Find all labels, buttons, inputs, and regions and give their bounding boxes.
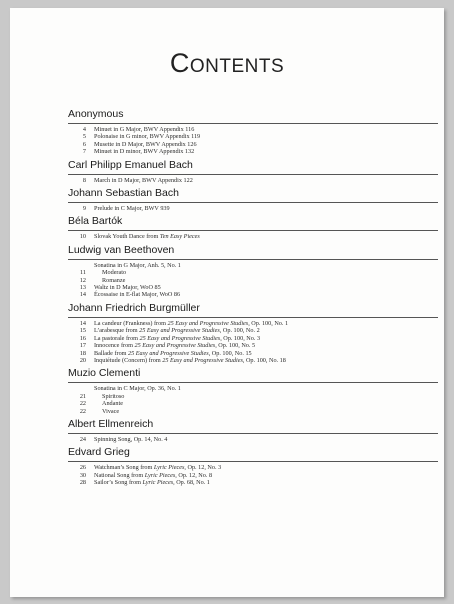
contents-entry: [68, 141, 438, 148]
piece-title-text: Inquiétude (Concern) from: [94, 356, 163, 364]
piece-title-text: Écossaise in E-flat Major, WoO 86: [94, 291, 181, 299]
contents-entry: [68, 472, 438, 479]
contents-entry: [68, 133, 438, 140]
piece-title: [94, 350, 252, 357]
opus-info: , Op. 100, No. 2: [219, 327, 260, 335]
collection-title: 25 Easy and Progressive Studies: [128, 349, 209, 357]
contents-entry: [68, 262, 438, 269]
piece-title: [94, 335, 260, 342]
composer-section: [68, 159, 438, 184]
piece-title: [94, 141, 197, 148]
piece-title-text: L’arabesque from: [94, 327, 140, 335]
contents-entry: [68, 385, 438, 392]
book-page: [10, 8, 444, 597]
contents-entry: [68, 320, 438, 327]
composer-section: [68, 108, 438, 156]
piece-title: [94, 464, 221, 471]
collection-title: 25 Easy and Progressive Studies: [134, 342, 216, 350]
composer-section: [68, 367, 438, 415]
contents-entry: [68, 205, 438, 212]
page-number: 6: [82, 140, 86, 148]
piece-title: [94, 177, 193, 184]
piece-title-text: Sonatina in G Major, Anh. 5, No. 1: [94, 261, 181, 269]
composer-section: [68, 244, 438, 299]
page-number: 8: [82, 176, 86, 184]
opus-info: , Op. 100, No. 5: [215, 342, 256, 350]
piece-title: [94, 269, 126, 276]
piece-title-text: March in D Major, BWV Appendix 122: [94, 176, 193, 184]
piece-title-text: Moderato: [102, 269, 127, 277]
piece-title: [94, 126, 194, 133]
contents-entry: [68, 393, 438, 400]
page-number: [68, 262, 86, 269]
page-number: 4: [82, 126, 86, 133]
piece-title: [94, 233, 200, 240]
collection-title: 25 Easy and Progressive Studies: [139, 334, 221, 342]
opus-info: , Op. 100, No. 3: [220, 334, 261, 342]
piece-title-text: Watchman’s Song from: [94, 464, 154, 472]
page-number: 24: [79, 435, 86, 443]
piece-title-text: Spiritoso: [102, 392, 125, 400]
page-number: 13: [79, 284, 86, 292]
piece-title: [94, 262, 181, 269]
contents-entry: [68, 436, 438, 443]
composer-heading: Ludwig van Beethoven: [68, 244, 438, 260]
piece-title-text: Slovak Youth Dance from: [94, 233, 160, 241]
opus-info: , Op. 100, No. 1: [248, 319, 289, 327]
piece-title: [94, 357, 286, 364]
page-number: 30: [79, 471, 86, 479]
page-number: 12: [79, 276, 86, 284]
collection-title: Ten Easy Pieces: [159, 233, 200, 241]
contents-entry: [68, 148, 438, 155]
contents-entry: [68, 291, 438, 298]
contents-entry: [68, 464, 438, 471]
composer-section: [68, 215, 438, 240]
piece-title: [94, 400, 123, 407]
piece-title: [94, 479, 210, 486]
contents-entry: [68, 327, 438, 334]
page-number: 26: [79, 464, 86, 472]
composer-heading: Albert Ellmenreich: [68, 418, 438, 434]
page-number: 16: [79, 334, 86, 342]
composer-heading: Muzio Clementi: [68, 367, 438, 383]
piece-title: [94, 327, 260, 334]
piece-title-text: Andante: [102, 400, 123, 408]
piece-title-text: National Song from: [94, 471, 145, 479]
contents-entry: [68, 277, 438, 284]
piece-title: [94, 408, 119, 415]
piece-title-text: Vivace: [102, 407, 120, 415]
contents-entry: [68, 408, 438, 415]
page-title: Contents: [169, 48, 285, 78]
page-number: 21: [79, 392, 86, 400]
page-number: 11: [80, 269, 86, 277]
piece-title: [94, 472, 212, 479]
contents-entry: [68, 269, 438, 276]
piece-title-text: Minuet in G Major, BWV Appendix 116: [94, 126, 195, 133]
page-number: 7: [82, 148, 86, 156]
piece-title-text: La candeur (Frankness) from: [94, 319, 168, 327]
page-number: 5: [82, 133, 86, 141]
piece-title: [94, 205, 170, 212]
page-number: [68, 385, 86, 392]
contents-entry: [68, 400, 438, 407]
contents-entry: [68, 350, 438, 357]
collection-title: 25 Easy and Progressive Studies: [162, 356, 243, 364]
piece-title-text: Innocence from: [94, 342, 135, 350]
piece-title-text: Minuet in D minor, BWV Appendix 132: [94, 148, 195, 156]
page-number: 10: [79, 233, 86, 241]
piece-title: [94, 277, 125, 284]
piece-title-text: Ballade from: [94, 349, 129, 357]
piece-title: [94, 342, 255, 349]
collection-title: 25 Easy and Progressive Studies: [167, 319, 249, 327]
contents-entry: [68, 342, 438, 349]
piece-title: [94, 148, 194, 155]
contents-entry: [68, 126, 438, 133]
contents-list: [68, 108, 438, 490]
collection-title: Lyric Pieces: [153, 464, 185, 472]
page-number: 20: [79, 356, 86, 364]
piece-title-text: Prelude in C Major, BWV 939: [94, 205, 170, 213]
piece-title-text: Romanze: [102, 276, 126, 284]
contents-entry: [68, 479, 438, 486]
collection-title: 25 Easy and Progressive Studies: [139, 327, 220, 335]
piece-title: [94, 133, 200, 140]
opus-info: , Op. 100, No. 18: [242, 356, 286, 364]
composer-section: [68, 418, 438, 443]
page-number: 14: [79, 319, 86, 327]
composer-heading: Béla Bartók: [68, 215, 438, 231]
opus-info: , Op. 68, No. 1: [173, 479, 210, 487]
contents-entry: [68, 233, 438, 240]
piece-title-text: Spinning Song, Op. 14, No. 4: [94, 435, 168, 443]
piece-title-text: Polonaise in G minor, BWV Appendix 119: [94, 133, 201, 141]
opus-info: , Op. 12, No. 8: [175, 471, 213, 479]
piece-title: [94, 436, 167, 443]
collection-title: Lyric Pieces: [144, 471, 176, 479]
piece-title: [94, 291, 180, 298]
page-number: 14: [79, 291, 86, 299]
contents-entry: [68, 335, 438, 342]
composer-heading: Johann Sebastian Bach: [68, 187, 438, 203]
page-number: 18: [79, 349, 86, 357]
composer-heading: Johann Friedrich Burgmüller: [68, 302, 438, 318]
piece-title: [94, 393, 124, 400]
composer-heading: Anonymous: [68, 108, 438, 124]
piece-title-text: Sonatina in C Major, Op. 36, No. 1: [94, 385, 181, 393]
composer-section: [68, 446, 438, 486]
piece-title-text: Sailor’s Song from: [94, 479, 143, 487]
composer-heading: Edvard Grieg: [68, 446, 438, 462]
page-number: 22: [79, 407, 86, 415]
page-number: 22: [79, 400, 86, 408]
composer-section: [68, 187, 438, 212]
piece-title: [94, 320, 288, 327]
page-number: 28: [79, 479, 86, 487]
page-number: 17: [79, 342, 86, 350]
page-number: 9: [82, 205, 86, 213]
collection-title: Lyric Pieces: [142, 479, 174, 487]
contents-entry: [68, 177, 438, 184]
piece-title-text: La pastorale from: [94, 334, 140, 342]
composer-heading: Carl Philipp Emanuel Bach: [68, 159, 438, 175]
piece-title: [94, 385, 181, 392]
contents-entry: [68, 357, 438, 364]
piece-title-text: Waltz in D Major, WoO 85: [94, 284, 161, 292]
piece-title-text: Musette in D Major, BWV Appendix 126: [94, 140, 197, 148]
page-number: 15: [79, 327, 86, 335]
composer-section: [68, 302, 438, 364]
opus-info: , Op. 100, No. 15: [208, 349, 252, 357]
opus-info: , Op. 12, No. 3: [184, 464, 222, 472]
